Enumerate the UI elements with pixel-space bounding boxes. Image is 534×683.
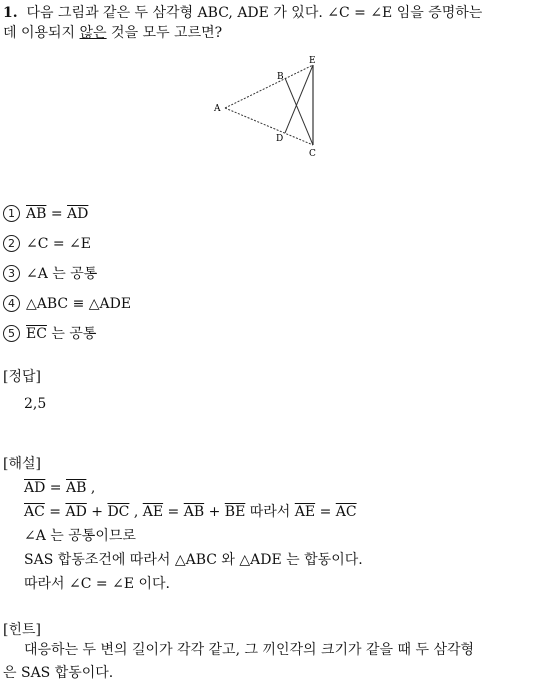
hint-line-2: 은 SAS 합동이다. bbox=[3, 665, 114, 681]
answer-header: [정답] bbox=[3, 369, 41, 385]
label-C: C bbox=[309, 149, 316, 159]
explanation-line-2 bbox=[24, 503, 357, 521]
question-line-2 bbox=[3, 24, 222, 42]
question-text-2a: 데 이용되지 bbox=[3, 25, 80, 41]
op: + bbox=[204, 504, 225, 520]
segment-DE bbox=[285, 65, 313, 133]
label-D: D bbox=[276, 134, 284, 144]
seg: $\overline{AC}$ bbox=[335, 504, 357, 520]
answer-value: 2,5 bbox=[24, 396, 47, 412]
triangle-figure bbox=[205, 55, 335, 160]
hint-header: [힌트] bbox=[3, 622, 41, 638]
op: , bbox=[86, 480, 96, 496]
explanation-header: [해설] bbox=[3, 456, 41, 472]
choice-5-mark: 5 bbox=[3, 325, 20, 342]
explanation-line-4: SAS 합동조건에 따라서 △ABC 와 △ADE 는 합동이다. bbox=[24, 552, 363, 568]
label-B: B bbox=[277, 72, 284, 82]
op: = bbox=[45, 480, 66, 496]
op: + bbox=[86, 504, 108, 520]
question-text-2b: 것을 모두 고르면? bbox=[106, 25, 223, 41]
segment-AE bbox=[225, 65, 313, 108]
choice-5-text: 는 공통 bbox=[46, 326, 97, 342]
choice-3-text: ∠A 는 공통 bbox=[26, 266, 98, 282]
seg: $\overline{AD}$ bbox=[65, 504, 87, 520]
op: = bbox=[315, 504, 336, 520]
seg-AB: $\overline{AB}$ bbox=[26, 206, 47, 222]
question-underlined: 않은 bbox=[79, 25, 107, 41]
choice-1-mark: 1 bbox=[3, 205, 20, 222]
seg: $\overline{AE}$ bbox=[294, 504, 316, 520]
explanation-line-1 bbox=[24, 479, 95, 497]
seg: $\overline{DC}$ bbox=[107, 504, 130, 520]
seg-EC: $\overline{EC}$ bbox=[26, 326, 47, 342]
equals: = bbox=[46, 206, 68, 222]
choice-5 bbox=[3, 325, 96, 343]
seg-AD: $\overline{AD}$ bbox=[67, 206, 89, 222]
seg: $\overline{AB}$ bbox=[65, 480, 87, 496]
choice-3 bbox=[3, 265, 97, 283]
choice-2-mark: 2 bbox=[3, 235, 20, 252]
choice-3-mark: 3 bbox=[3, 265, 20, 282]
choice-1 bbox=[3, 205, 88, 223]
op: , bbox=[129, 504, 143, 520]
label-E: E bbox=[309, 56, 316, 66]
seg: $\overline{BE}$ bbox=[224, 504, 246, 520]
seg: $\overline{AE}$ bbox=[142, 504, 164, 520]
seg: $\overline{AC}$ bbox=[24, 504, 45, 520]
segment-BC bbox=[285, 78, 313, 145]
seg: $\overline{AB}$ bbox=[183, 504, 205, 520]
op: = bbox=[163, 504, 184, 520]
question-text-1: 다음 그림과 같은 두 삼각형 ABC, ADE 가 있다. ∠C = ∠E 임을 증명하는 bbox=[26, 5, 483, 21]
choice-4-text: △ABC ≡ △ADE bbox=[26, 296, 132, 312]
choice-2 bbox=[3, 235, 91, 253]
choice-4 bbox=[3, 295, 131, 313]
seg: $\overline{AD}$ bbox=[24, 480, 46, 496]
question-number: 1. bbox=[3, 5, 18, 21]
explanation-line-3: ∠A 는 공통이므로 bbox=[24, 528, 136, 544]
choice-4-mark: 4 bbox=[3, 295, 20, 312]
choice-2-text: ∠C = ∠E bbox=[26, 236, 92, 252]
op: = bbox=[44, 504, 66, 520]
question-line-1 bbox=[3, 4, 482, 22]
hint-line-1: 대응하는 두 변의 길이가 각각 같고, 그 끼인각의 크기가 같을 때 두 삼각형 bbox=[24, 642, 475, 658]
label-A: A bbox=[214, 104, 221, 114]
explanation-line-5: 따라서 ∠C = ∠E 이다. bbox=[24, 576, 170, 592]
op: 따라서 bbox=[245, 504, 295, 520]
